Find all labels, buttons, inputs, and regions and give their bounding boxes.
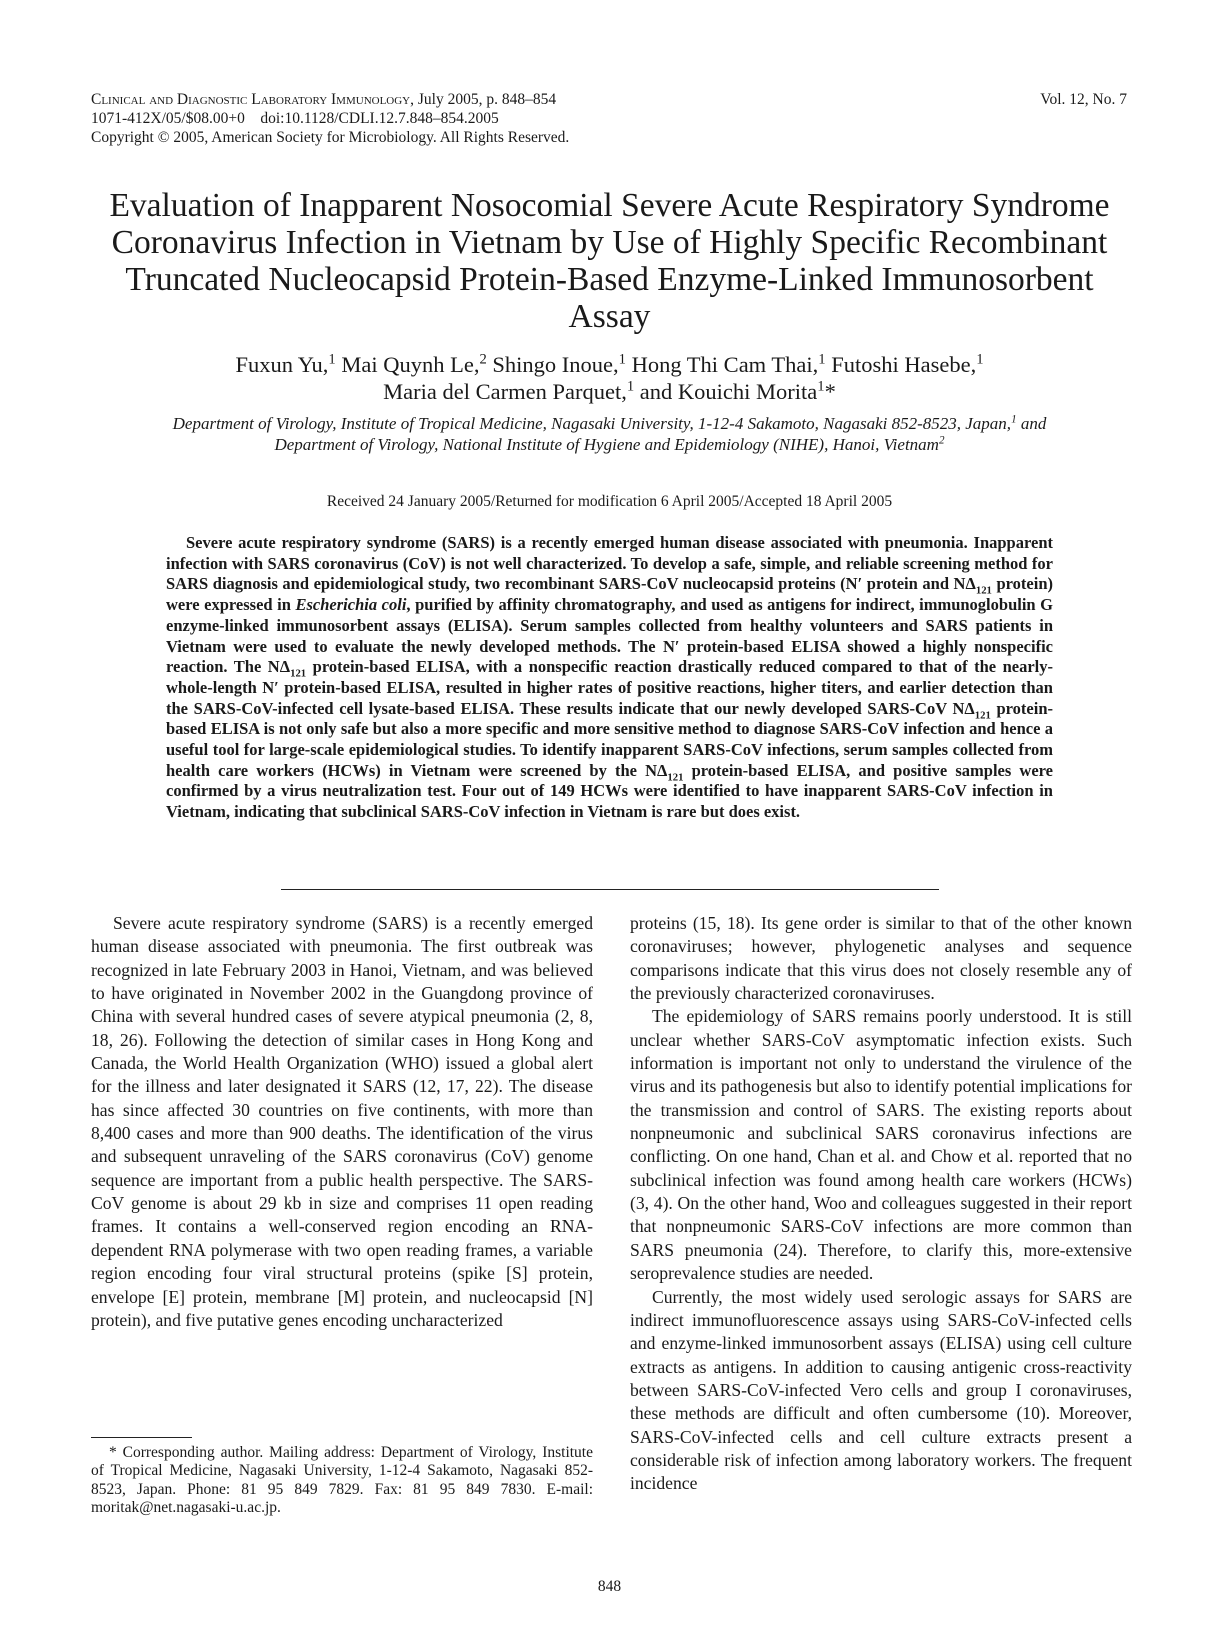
journal-name: Clinical and Diagnostic Laboratory Immunology (91, 91, 411, 108)
page-number: 848 (597, 1578, 622, 1595)
affil-mark: 1 (626, 378, 635, 395)
author-name: Futoshi Hasebe, (825, 352, 977, 377)
affiliations (160, 413, 1059, 455)
corresponding-mark: * (824, 379, 836, 404)
affil-mark: 1 (817, 378, 825, 395)
affiliation-2: and Department of Virology, National Institute of Hygiene and Epidemiology (NIHE), Hanoi, Vietnam (274, 414, 1047, 454)
author-name: and Kouichi Morita (634, 379, 818, 404)
abstract-text: protein) were expressed in (166, 574, 1053, 615)
journal-citation (91, 90, 569, 109)
affiliation-1: Department of Virology, Institute of Tropical Medicine, Nagasaki University, 1-12-4 Sakamoto, Nagasaki 852-8523, Japan, (172, 414, 1012, 433)
abstract-text: Severe acute respiratory syndrome (SARS) is a recently emerged human disease associated with pneumonia. Inapparent infection with SARS coronavirus (CoV) is not well characterized. To develop a safe, simple, and reliable screening method for SARS diagnosis and epidemiological study, two recombinant SARS-CoV nucleocapsid proteins (N′ protein and NΔ (166, 533, 1053, 594)
copyright: Copyright © 2005, American Society for Microbiology. All Rights Reserved. (91, 129, 570, 146)
affil-mark: 1 (618, 351, 626, 368)
abstract-text: protein-based ELISA, with a nonspecific reaction drastically reduced compared to that of the nearly-whole-length N′ protein-based ELISA, resulted in higher rates of positive reactions, higher titers, and earlier detection than the SARS-CoV-infected cell lysate-based ELISA. These results indicate that our newly developed SARS-CoV NΔ (166, 657, 1054, 718)
author-name: Maria del Carmen Parquet, (383, 379, 627, 404)
body-paragraph: Severe acute respiratory syndrome (SARS) is a recently emerged human disease associated with pneumonia. The first outbreak was recognized in late February 2003 in Hanoi, Vietnam, and was believed to have originated in November 2002 in the Guangdong province of China with several hundred cases of severe atypical pneumonia (2, 8, 18, 26). Following the detection of similar cases in Hong Kong and Canada, the World Health Organization (WHO) issued a global alert for the illness and later designated it SARS (12, 17, 22). The disease has since affected 30 countries on five continents, with more than 8,400 cases and more than 900 deaths. The identification of the virus and subsequent unraveling of the SARS coronavirus (CoV) genome sequence are important from a public health perspective. The SARS-CoV genome is about 29 kb in size and comprises 11 open reading frames. It contains a well-conserved region encoding an RNA-dependent RNA polymerase with two open reading frames, a variable region encoding four viral structural proteins (spike [S] protein, envelope [E] protein, membrane [M] protein, and nucleocapsid [N] protein), and five putative genes encoding uncharacterized (91, 913, 593, 1330)
subscript: 121 (290, 667, 307, 680)
affil-mark: 2 (479, 351, 487, 368)
author-name: Mai Quynh Le, (335, 352, 480, 377)
author-list (100, 351, 1119, 405)
body-paragraph: proteins (15, 18). Its gene order is similar to that of the other known coronaviruses; however, phylogenetic analyses and sequence comparisons indicate that this virus does not closely resemble any of the previously characterized coronaviruses. (630, 913, 1132, 1004)
author-name: Hong Thi Cam Thai, (625, 352, 819, 377)
corresponding-author-footnote: * Corresponding author. Mailing address: Department of Virology, Institute of Tropical Medicine, Nagasaki University, 1-12-4 Sakamoto, Nagasaki 852-8523, Japan. Phone: 81 95 849 7829. Fax: 81 95 849 7830. E-mail: moritak@net.nagasaki-u.ac.jp. (91, 1444, 593, 1517)
subscript: 121 (974, 708, 991, 721)
running-header (91, 90, 569, 147)
author-name: Shingo Inoue, (486, 352, 619, 377)
abstract-text: , purified by affinity chromatography, and used as antigens for indirect, immunoglobulin G enzyme-linked immunosorbent assays (ELISA). Serum samples collected from healthy volunteers and SARS patients in Vietnam were used to evaluate the newly developed methods. The N′ protein-based ELISA showed a highly nonspecific reaction. The NΔ (166, 595, 1053, 677)
issue-info: , July 2005, p. 848–854 (410, 91, 557, 108)
body-paragraph: Currently, the most widely used serologic assays for SARS are indirect immunofluorescence assays using SARS-CoV-infected cells and enzyme-linked immunosorbent assays (ELISA) using cell culture extracts as antigens. In addition to causing antigenic cross-reactivity between SARS-CoV-infected Vero cells and group I coronaviruses, these methods are difficult and often cumbersome (10). Moreover, SARS-CoV-infected cells and cell culture extracts present a considerable risk of infection among laboratory workers. The frequent incidence (630, 1286, 1132, 1494)
body-column-right (630, 912, 1132, 1496)
author-name: Fuxun Yu, (235, 352, 329, 377)
species-name: Escherichia coli (295, 595, 407, 615)
body-column-left (91, 912, 593, 1332)
body-paragraph: The epidemiology of SARS remains poorly understood. It is still unclear whether SARS-CoV asymptomatic infection exists. Such information is important not only to understand the virulence of the virus and its pathogenesis but also to identify potential implications for the transmission and control of SARS. The existing reports about nonpneumonic and subclinical SARS coronavirus infections are conflicting. On one hand, Chan et al. and Chow et al. reported that no subclinical infection was found among health care workers (HCWs) (3, 4). On the other hand, Woo and colleagues suggested in their report that nonpneumonic SARS-CoV infections are more common than SARS pneumonia (24). Therefore, to clarify this, more-extensive seroprevalence studies are needed. (630, 1006, 1132, 1284)
received-dates: Received 24 January 2005/Returned for modification 6 April 2005/Accepted 18 April 2005 (326, 493, 893, 510)
abstract-text: protein-based ELISA, and positive samples were confirmed by a virus neutralization test. Four out of 149 HCWs were identified to have inapparent SARS-CoV infection in Vietnam, indicating that subclinical SARS-CoV infection in Vietnam is rare but does exist. (166, 760, 1054, 822)
volume-number: Vol. 12, No. 7 (1040, 91, 1127, 108)
footnote-divider (91, 1437, 192, 1438)
affil-mark: 1 (328, 351, 336, 368)
affil-mark: 1 (976, 351, 984, 368)
issn-doi: 1071-412X/05/$08.00+0 doi:10.1128/CDLI.12.7.848–854.2005 (91, 110, 499, 127)
article-title: Evaluation of Inapparent Nosocomial Severe Acute Respiratory Syndrome Coronavirus Infection in Vietnam by Use of Highly Specific Recombinant Truncated Nucleocapsid Protein-Based Enzyme-Linked Immunosorbent Assay (109, 187, 1110, 335)
abstract-divider (281, 889, 939, 890)
subscript: 121 (975, 584, 992, 597)
abstract (166, 533, 1053, 823)
abstract-text: protein-based ELISA is not only safe but also a more specific and more sensitive method to diagnose SARS-CoV infection and hence a useful tool for large-scale epidemiological studies. To identify inapparent SARS-CoV infections, serum samples collected from health care workers (HCWs) in Vietnam were screened by the NΔ (166, 698, 1053, 780)
affil-mark: 1 (818, 351, 826, 368)
subscript: 121 (667, 771, 684, 784)
affil-mark: 2 (938, 434, 945, 447)
affil-mark: 1 (1011, 413, 1017, 426)
